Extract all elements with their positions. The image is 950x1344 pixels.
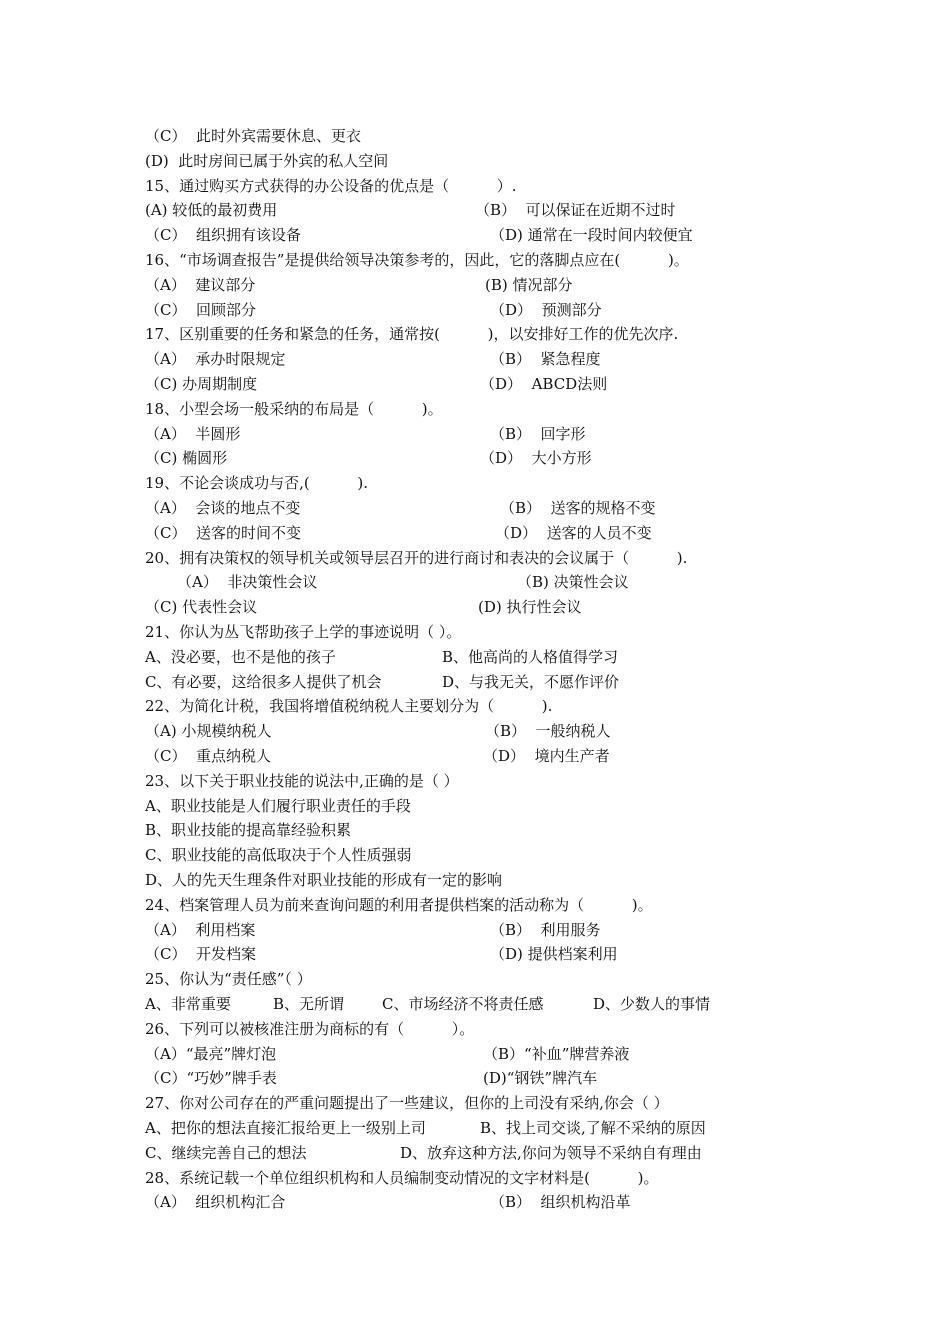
option-text: （D) 提供档案利用 xyxy=(490,945,618,964)
option-text: （D) 通常在一段时间内较便宜 xyxy=(490,226,693,245)
text-line xyxy=(145,471,920,496)
text-line xyxy=(145,744,920,769)
text-line xyxy=(145,595,920,620)
text-line xyxy=(145,843,920,868)
text-line xyxy=(145,322,920,347)
question-text: 28、系统记载一个单位组织机构和人员编制变动情况的文字材料是( )。 xyxy=(145,1168,659,1187)
question-text: 19、不论会谈成功与否,( ). xyxy=(145,474,369,493)
question-text: 25、你认为“责任感”（ ） xyxy=(145,970,312,989)
question-text: 15、通过购买方式获得的办公设备的优点是（ ）. xyxy=(145,176,517,195)
option-text: （C） 送客的时间不变 xyxy=(145,523,302,542)
text-line xyxy=(145,223,920,248)
option-text: （C）“巧妙”牌手表 xyxy=(145,1069,277,1088)
text-line xyxy=(145,992,920,1017)
text-line xyxy=(145,818,920,843)
option-text: （C） 回顾部分 xyxy=(145,300,257,319)
text-line xyxy=(145,496,920,521)
option-text: （A） 组织机构汇合 xyxy=(145,1193,286,1212)
text-line xyxy=(145,794,920,819)
option-text: （B） 组织机构沿革 xyxy=(490,1193,631,1212)
question-text: B、职业技能的提高靠经验积累 xyxy=(145,821,352,840)
question-text: 20、拥有决策权的领导机关或领导层召开的进行商讨和表决的会议属于（ ). xyxy=(145,548,688,567)
question-text: 18、小型会场一般采纳的布局是（ )。 xyxy=(145,399,443,418)
text-line xyxy=(145,149,920,174)
text-line xyxy=(145,1091,920,1116)
option-text: A、没必要，也不是他的孩子 xyxy=(145,647,336,666)
option-text: A、非常重要 xyxy=(145,995,231,1013)
text-line xyxy=(145,645,920,670)
question-text: 26、下列可以被核准注册为商标的有（ ）。 xyxy=(145,1019,475,1038)
text-line xyxy=(145,620,920,645)
option-text: D、少数人的事情 xyxy=(593,995,711,1013)
option-text: (D)“钢铁”牌汽车 xyxy=(483,1069,598,1088)
text-line xyxy=(145,422,920,447)
question-text: 17、区别重要的任务和紧急的任务，通常按( )，以安排好工作的优先次序. xyxy=(145,325,679,344)
option-text: （B） 紧急程度 xyxy=(490,350,601,369)
text-line xyxy=(145,298,920,323)
question-text: （C） 此时外宾需要休息、更衣 xyxy=(145,127,362,145)
option-text: B、无所谓 xyxy=(273,995,345,1013)
question-text: 21、你认为丛飞帮助孩子上学的事迹说明（ ）。 xyxy=(145,623,462,641)
question-text: 22、为简化计税，我国将增值税纳税人主要划分为（ ). xyxy=(145,697,553,716)
text-line xyxy=(145,1166,920,1191)
option-text: （A）“最亮”牌灯泡 xyxy=(145,1044,277,1063)
option-text: D、放弃这种方法,你问为领导不采纳自有理由 xyxy=(400,1143,702,1162)
text-line xyxy=(145,719,920,744)
option-text: A、把你的想法直接汇报给更上一级别上司 xyxy=(145,1119,426,1137)
option-text: (A) 较低的最初费用 xyxy=(145,201,278,220)
text-line xyxy=(145,397,920,422)
text-line xyxy=(145,868,920,893)
text-line xyxy=(145,1116,920,1141)
option-text: （B） 送客的规格不变 xyxy=(500,499,656,517)
text-line xyxy=(145,372,920,397)
text-line xyxy=(145,670,920,695)
option-text: C、市场经济不将责任感 xyxy=(382,995,544,1013)
option-text: （C） 组织拥有该设备 xyxy=(145,226,302,245)
option-text: （C） 重点纳税人 xyxy=(145,747,272,765)
option-text: （C) 办周期制度 xyxy=(145,375,258,393)
question-text: 27、你对公司存在的严重问题提出了一些建议，但你的上司没有采纳,你会（ ） xyxy=(145,1094,669,1113)
option-text: （B）“补血”牌营养液 xyxy=(483,1044,630,1063)
text-line xyxy=(145,198,920,223)
text-line xyxy=(145,521,920,546)
option-text: （D） 送客的人员不变 xyxy=(495,523,652,542)
text-line xyxy=(145,347,920,372)
text-line xyxy=(145,942,920,967)
text-line xyxy=(145,1141,920,1166)
option-text: （C) 代表性会议 xyxy=(145,598,258,617)
option-text: （D） 境内生产者 xyxy=(483,747,610,765)
option-text: （B) 决策性会议 xyxy=(517,573,629,592)
text-line xyxy=(145,893,920,918)
option-text: B、找上司交谈,了解不采纳的原因 xyxy=(480,1119,706,1137)
text-line xyxy=(145,124,920,149)
option-text: （B） 回字形 xyxy=(490,424,586,443)
text-line xyxy=(145,967,920,992)
option-text: （D） 预测部分 xyxy=(490,300,602,319)
option-text: (B) 情况部分 xyxy=(485,275,573,294)
text-line xyxy=(145,248,920,273)
option-text: （A) 小规模纳税人 xyxy=(145,722,272,741)
option-text: （B） 可以保证在近期不过时 xyxy=(475,201,676,220)
question-text: D、人的先天生理条件对职业技能的形成有一定的影响 xyxy=(145,871,503,889)
option-text: C、有必要，这给很多人提供了机会 xyxy=(145,672,382,691)
text-line xyxy=(145,273,920,298)
question-text: 23、以下关于职业技能的说法中,正确的是（ ） xyxy=(145,771,459,790)
text-line xyxy=(177,570,950,595)
text-line xyxy=(145,446,920,471)
option-text: （B） 利用服务 xyxy=(490,920,601,939)
option-text: （A） 承办时限规定 xyxy=(145,350,286,369)
option-text: （B） 一般纳税人 xyxy=(485,722,611,741)
option-text: C、继续完善自己的想法 xyxy=(145,1143,307,1162)
text-line xyxy=(145,546,920,571)
option-text: （D） 大小方形 xyxy=(480,449,592,468)
text-line xyxy=(145,1066,920,1091)
option-text: （A） 半圆形 xyxy=(145,424,241,443)
option-text: B、他高尚的人格值得学习 xyxy=(442,647,619,666)
question-text: A、职业技能是人们履行职业责任的手段 xyxy=(145,796,411,815)
option-text: （A） 非决策性会议 xyxy=(177,573,318,592)
option-text: （C） 开发档案 xyxy=(145,945,257,964)
text-line xyxy=(145,174,920,199)
option-text: （A） 建议部分 xyxy=(145,275,256,294)
question-text: C、职业技能的高低取决于个人性质强弱 xyxy=(145,846,412,865)
text-line xyxy=(145,1190,920,1215)
question-text: 16、“市场调查报告”是提供给领导决策参考的，因此，它的落脚点应在( )。 xyxy=(145,251,689,269)
text-line xyxy=(145,694,920,719)
option-text: (D) 执行性会议 xyxy=(478,598,582,617)
question-text: (D) 此时房间已属于外宾的私人空间 xyxy=(145,151,389,170)
option-text: （D） ABCD法则 xyxy=(480,375,608,393)
option-text: （A） 会谈的地点不变 xyxy=(145,499,301,517)
text-line xyxy=(145,1017,920,1042)
option-text: （A） 利用档案 xyxy=(145,920,256,939)
text-line xyxy=(145,769,920,794)
question-text: 24、档案管理人员为前来查询问题的利用者提供档案的活动称为（ )。 xyxy=(145,895,653,914)
text-line xyxy=(145,1042,920,1067)
text-line xyxy=(145,918,920,943)
option-text: （C) 椭圆形 xyxy=(145,449,228,468)
option-text: D、与我无关，不愿作评价 xyxy=(442,672,620,691)
